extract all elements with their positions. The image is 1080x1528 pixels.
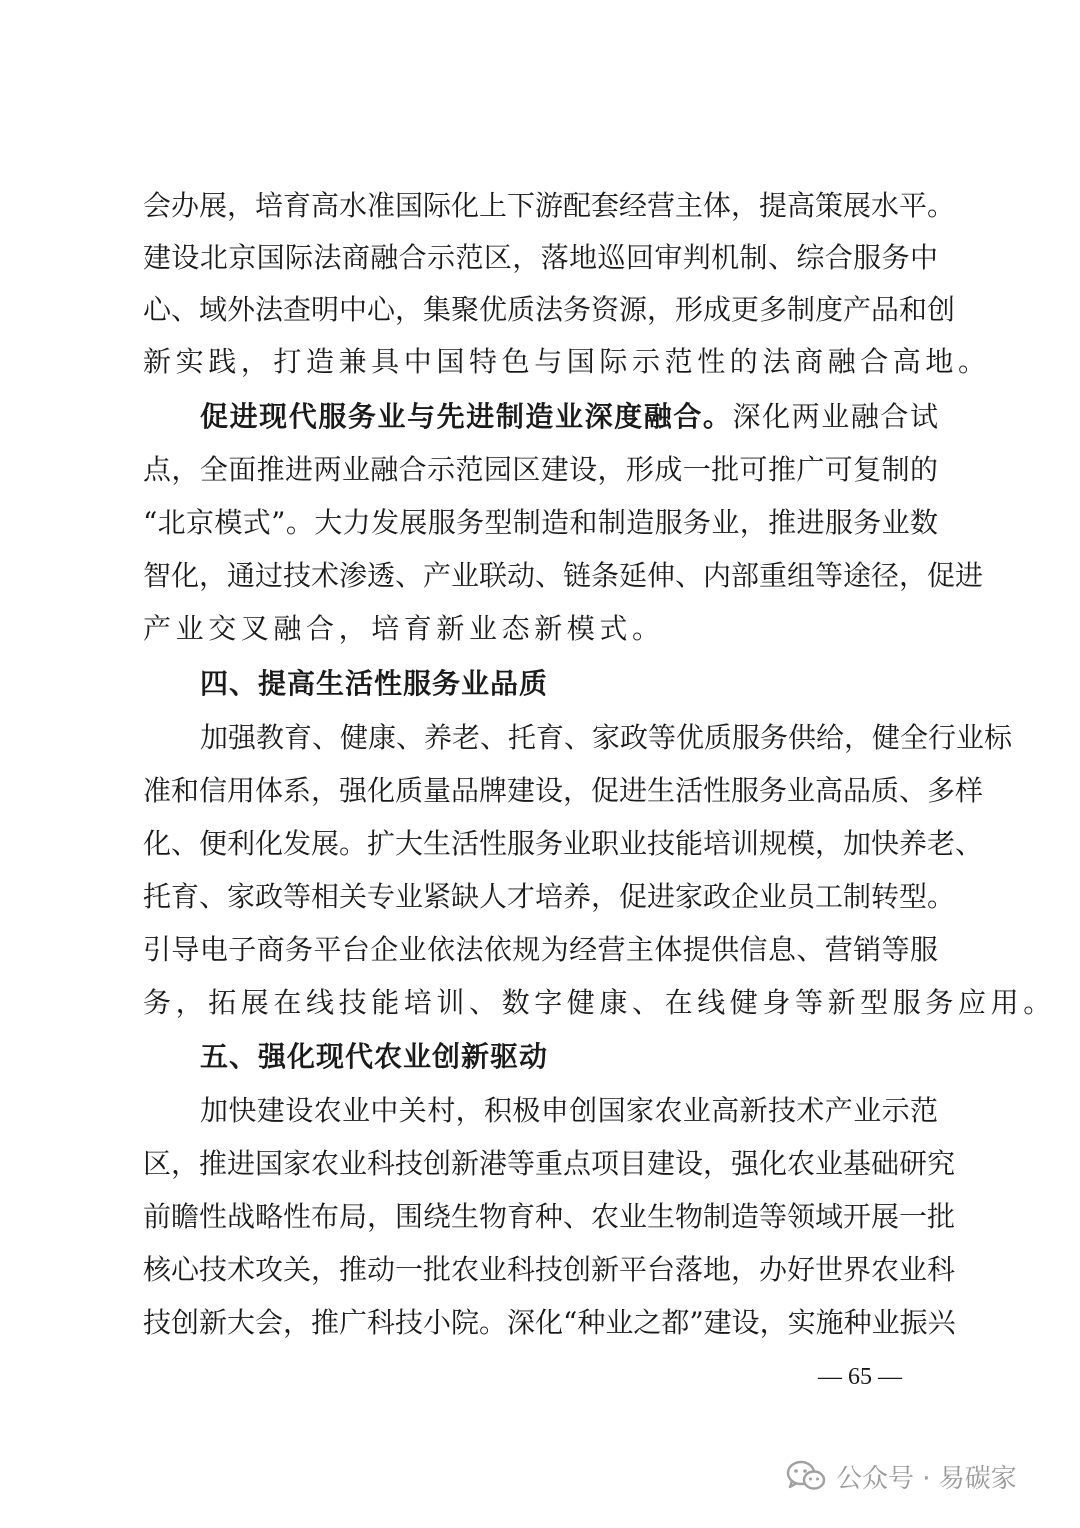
text-line: 引导电子商务平台企业依法依规为经营主体提供信息、营销等服 (143, 933, 938, 966)
paragraph-first-line (200, 397, 938, 437)
wechat-icon (786, 1460, 826, 1492)
text-line: 新实践，打造兼具中国特色与国际示范性的法商融合高地。 (143, 345, 991, 378)
text-line: 产业交叉融合，培育新业态新模式。 (143, 612, 665, 645)
text-line: 点，全面推进两业融合示范园区建设，形成一批可推广可复制的 (143, 453, 938, 486)
bold-lead-sentence: 促进现代服务业与先进制造业深度融合。 (200, 400, 733, 433)
section-heading-4: 四、提高生活性服务业品质 (200, 667, 549, 700)
text-line: 加快建设农业中关村，积极申创国家农业高新技术产业示范 (200, 1094, 938, 1127)
text-line: 化、便利化发展。扩大生活性服务业职业技能培训规模，加快养老、 (143, 827, 984, 860)
text-line: 前瞻性战略性布局，围绕生物育种、农业生物制造等领域开展一批 (143, 1200, 956, 1233)
text-line: 务，拓展在线技能培训、数字健康、在线健身等新型服务应用。 (143, 986, 1056, 1019)
text-line: 心、域外法查明中心，集聚优质法务资源，形成更多制度产品和创 (143, 293, 956, 326)
text-line: 会办展，培育高水准国际化上下游配套经营主体，提高策展水平。 (143, 189, 956, 222)
text-line: 区，推进国家农业科技创新港等重点项目建设，强化农业基础研究 (143, 1147, 956, 1180)
text-line: “北京模式”。大力发展服务型制造和制造服务业，推进服务业数 (143, 506, 938, 539)
text-line: 托育、家政等相关专业紧缺人才培养，促进家政企业员工制转型。 (143, 880, 956, 913)
page-number: — 65 — (818, 1364, 902, 1390)
text-line: 智化，通过技术渗透、产业联动、链条延伸、内部重组等途径，促进 (143, 559, 984, 592)
text-line: 技创新大会，推广科技小院。深化“种业之都”建设，实施种业振兴 (143, 1306, 956, 1339)
text-run: 深化两业融合试 (732, 400, 938, 433)
section-heading-5: 五、强化现代农业创新驱动 (200, 1040, 549, 1073)
text-line: 准和信用体系，强化质量品牌建设，促进生活性服务业高品质、多样 (143, 774, 984, 807)
text-line: 建设北京国际法商融合示范区，落地巡回审判机制、综合服务中 (143, 241, 938, 274)
watermark (786, 1456, 1017, 1496)
watermark-text: 公众号 · 易碳家 (836, 1463, 1017, 1494)
text-line: 核心技术攻关，推动一批农业科技创新平台落地，办好世界农业科 (143, 1253, 956, 1286)
text-line: 加强教育、健康、养老、托育、家政等优质服务供给，健全行业标 (200, 721, 1013, 754)
